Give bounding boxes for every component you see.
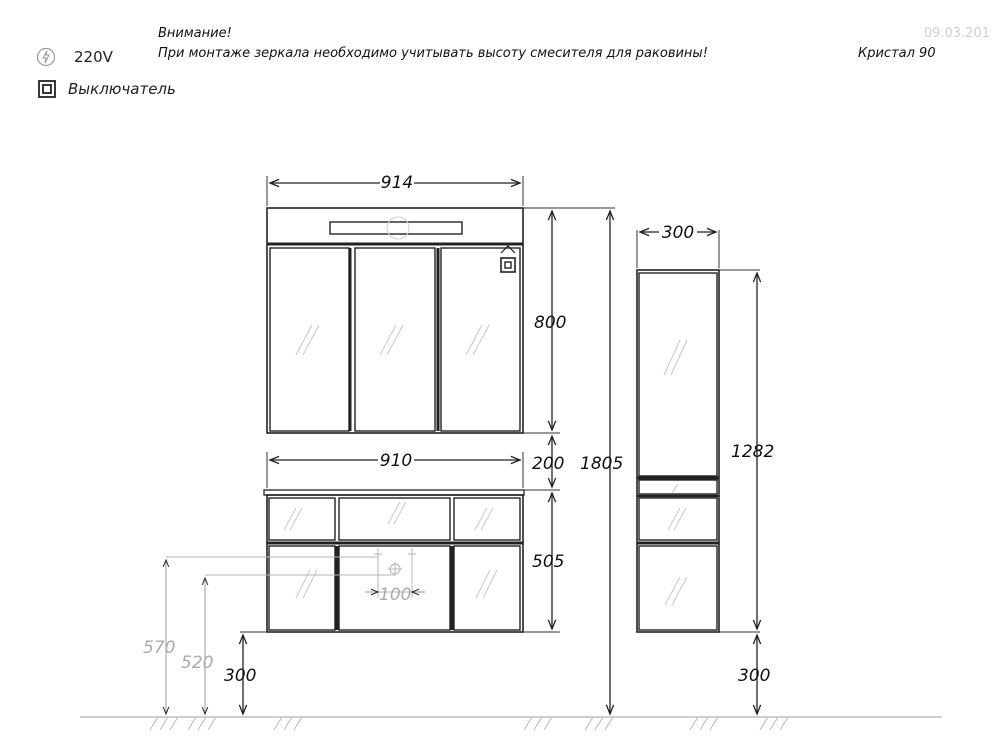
dim-drain-offset: 100 bbox=[379, 585, 412, 605]
dim-vanity-width: 910 bbox=[379, 451, 413, 471]
dim-mixer-height: 570 bbox=[143, 638, 176, 658]
dim-vanity-height: 505 bbox=[532, 552, 565, 572]
dim-mirror-width: 914 bbox=[380, 173, 414, 193]
voltage-label: 220V bbox=[74, 48, 113, 66]
dim-floor-clearance-left: 300 bbox=[224, 666, 257, 686]
date-stamp: 09.03.201 bbox=[923, 26, 990, 41]
dim-drain-height: 520 bbox=[181, 653, 214, 673]
mirror-switch-icon bbox=[501, 258, 515, 272]
tall-column-cabinet bbox=[637, 270, 719, 632]
dim-mirror-height: 800 bbox=[534, 313, 567, 333]
attention-title: Внимание! bbox=[158, 26, 232, 41]
switch-legend-label: Выключатель bbox=[68, 80, 176, 98]
model-name: Кристал 90 bbox=[858, 46, 936, 61]
dim-column-height: 1282 bbox=[731, 442, 775, 462]
mounting-notice: При монтаже зеркала необходимо учитывать высоту смесителя для раковины! bbox=[158, 46, 708, 61]
dim-gap: 200 bbox=[532, 454, 565, 474]
mirror-cabinet bbox=[267, 208, 523, 433]
dim-floor-clearance-right: 300 bbox=[738, 666, 771, 686]
dim-total-height: 1805 bbox=[580, 454, 624, 474]
dim-column-width: 300 bbox=[661, 223, 695, 243]
